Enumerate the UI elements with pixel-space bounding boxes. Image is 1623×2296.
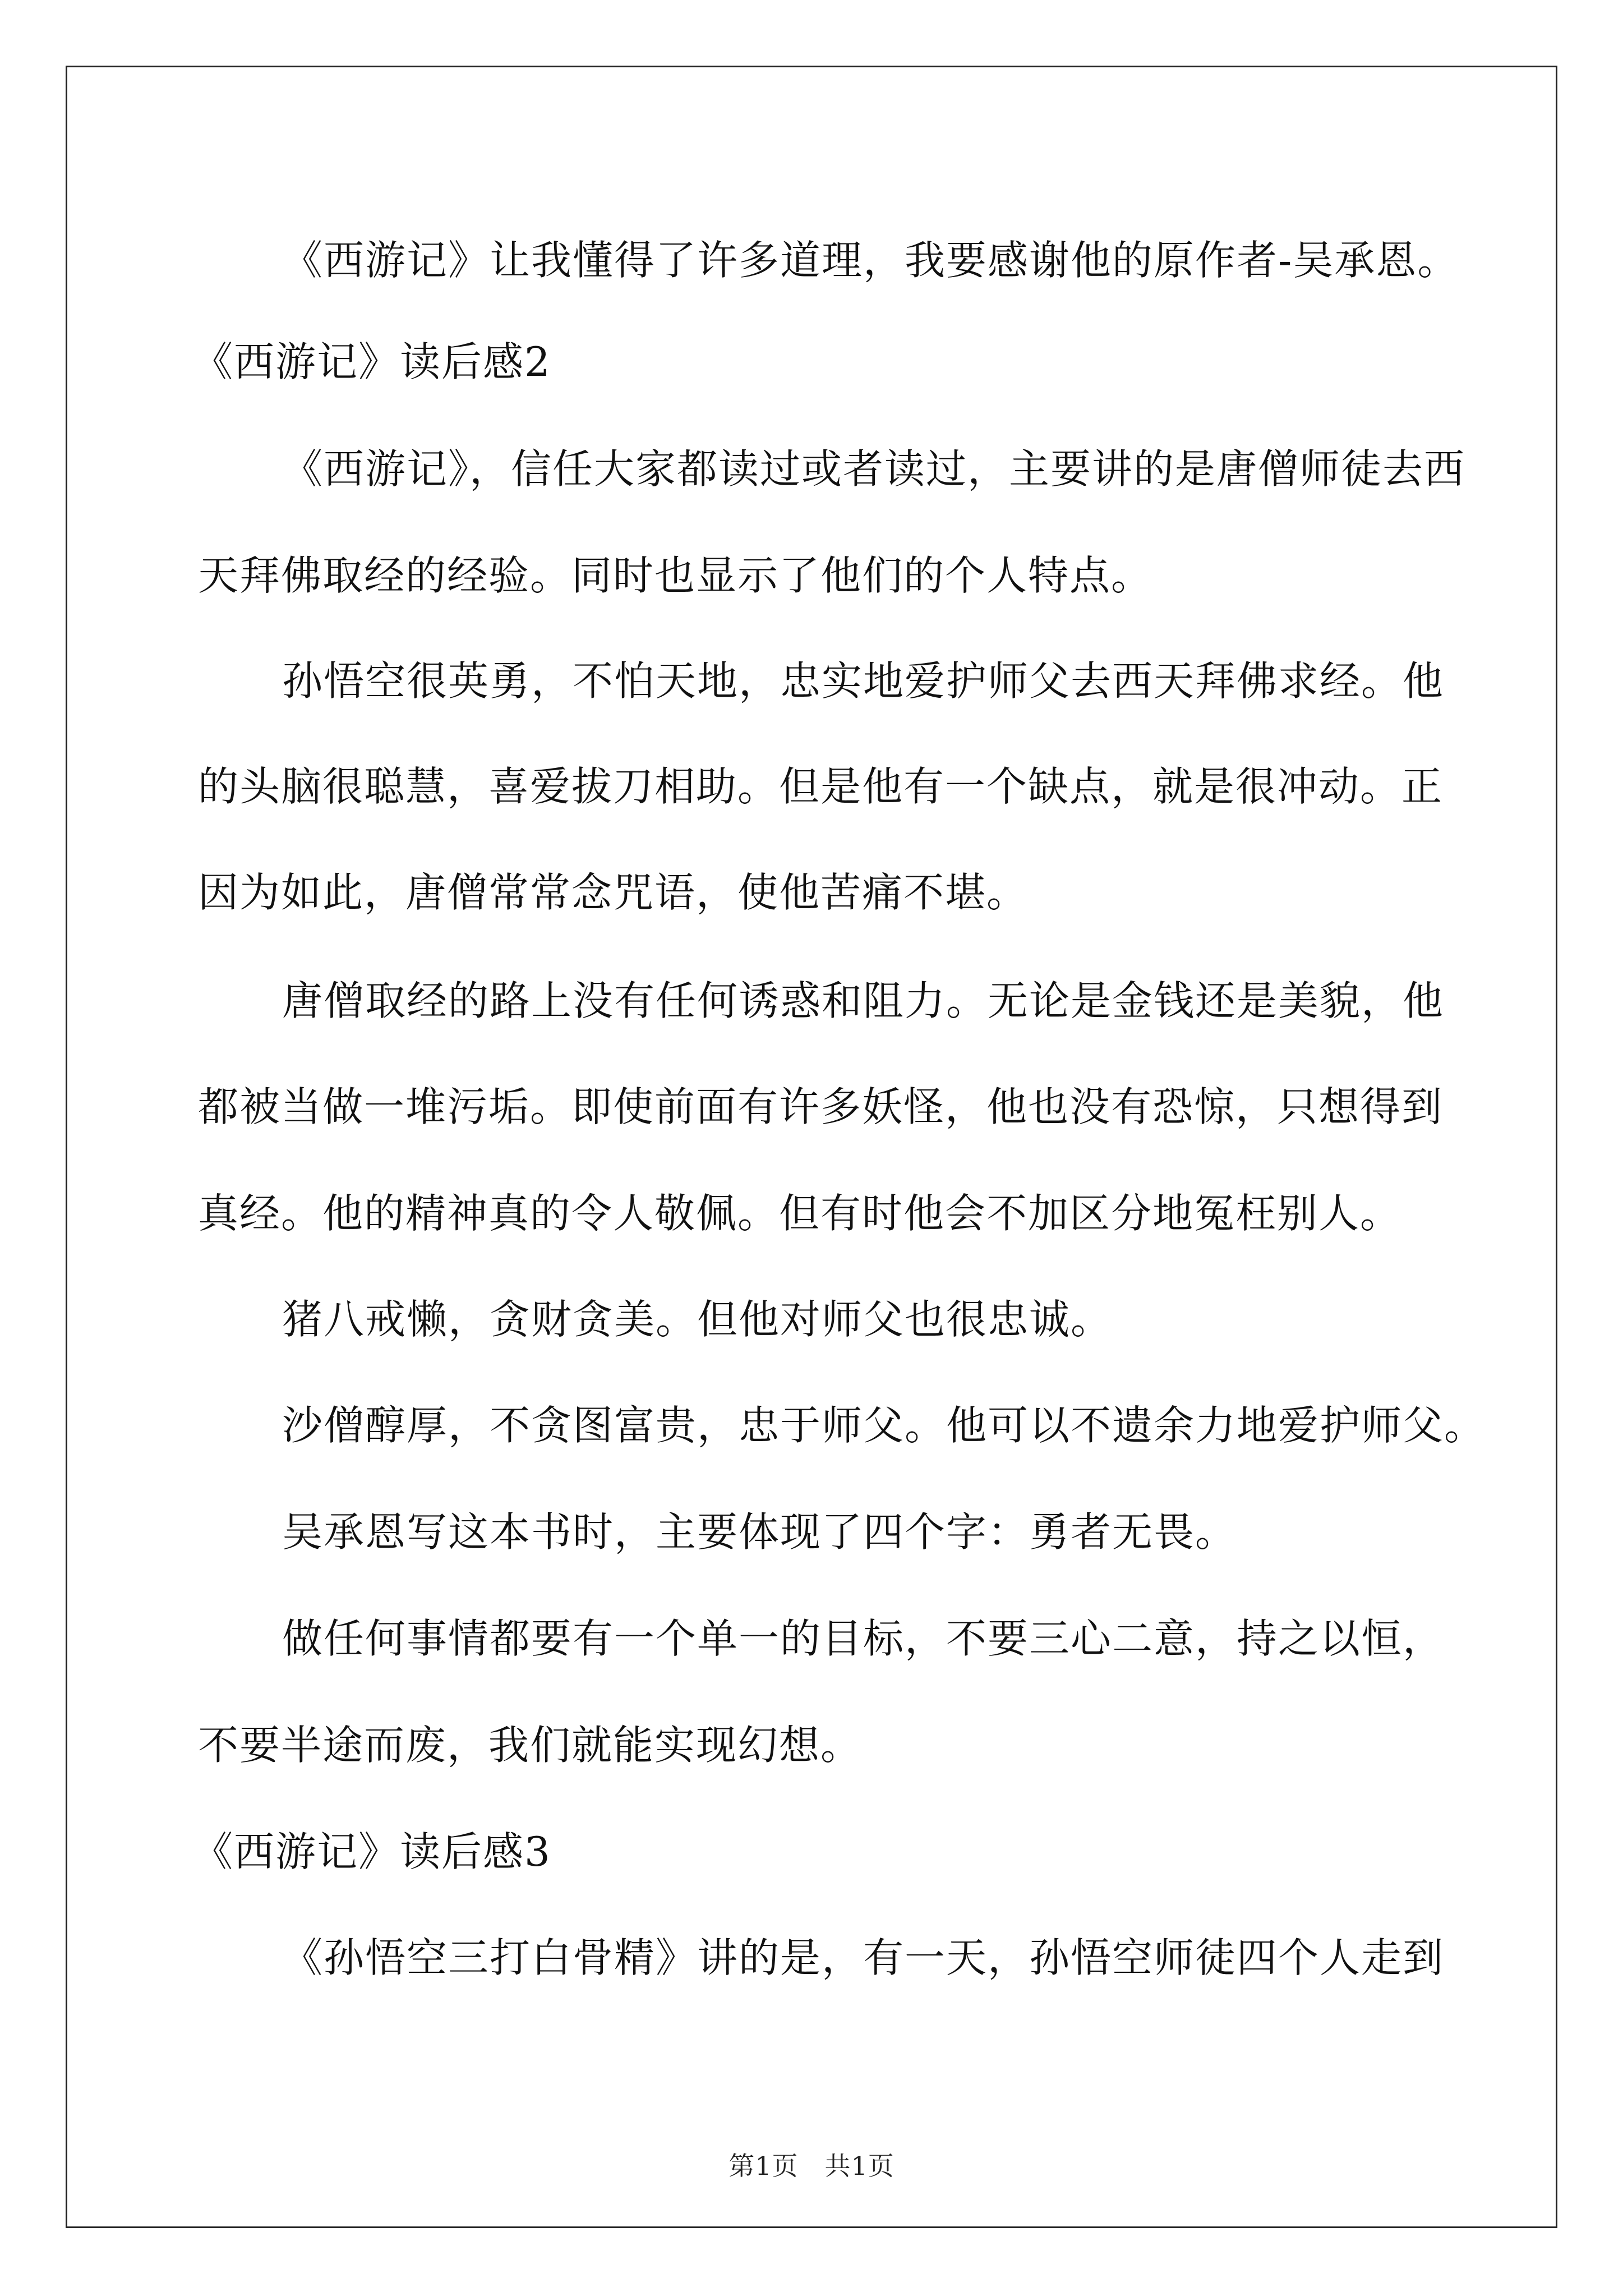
page-border [66,66,1557,2228]
paragraph-line: 《西游记》，信任大家都读过或者读过，主要讲的是唐僧师徒去西 [282,445,1466,493]
paragraph-line: 《孙悟空三打白骨精》讲的是，有一天，孙悟空师徒四个人走到 [282,1934,1445,1981]
paragraph-line: 不要半途而废，我们就能实现幻想。 [198,1722,863,1769]
paragraph-line: 天拜佛取经的经验。同时也显示了他们的个人特点。 [198,552,1153,599]
paragraph-line: 沙僧醇厚，不贪图富贵，忠于师父。他可以不遗余力地爱护师父。 [282,1402,1486,1449]
paragraph-line: 都被当做一堆污垢。即使前面有许多妖怪，他也没有恐惊，只想得到 [198,1083,1444,1130]
paragraph-line: 因为如此，唐僧常常念咒语，使他苦痛不堪。 [198,869,1029,916]
paragraph-line: 孙悟空很英勇，不怕天地，忠实地爱护师父去西天拜佛求经。他 [282,657,1445,705]
paragraph-line: 的头脑很聪慧，喜爱拔刀相助。但是他有一个缺点，就是很冲动。正 [198,763,1444,810]
section-heading: 《西游记》读后感2 [192,338,551,385]
paragraph-line: 真经。他的精神真的令人敬佩。但有时他会不加区分地冤枉别人。 [198,1190,1402,1237]
paragraph-line: 吴承恩写这本书时，主要体现了四个字：勇者无畏。 [282,1508,1237,1556]
section-heading: 《西游记》读后感3 [192,1828,551,1875]
paragraph-line: 猪八戒懒，贪财贪美。但他对师父也很忠诚。 [282,1296,1113,1343]
page-footer: 第1页 共1页 [728,2151,895,2181]
paragraph-line: 做任何事情都要有一个单一的目标，不要三心二意，持之以恒， [282,1615,1445,1662]
paragraph-line: 《西游记》让我懂得了许多道理，我要感谢他的原作者-吴承恩。 [282,237,1459,284]
paragraph-line: 唐僧取经的路上没有任何诱惑和阻力。无论是金钱还是美貌，他 [282,977,1445,1024]
